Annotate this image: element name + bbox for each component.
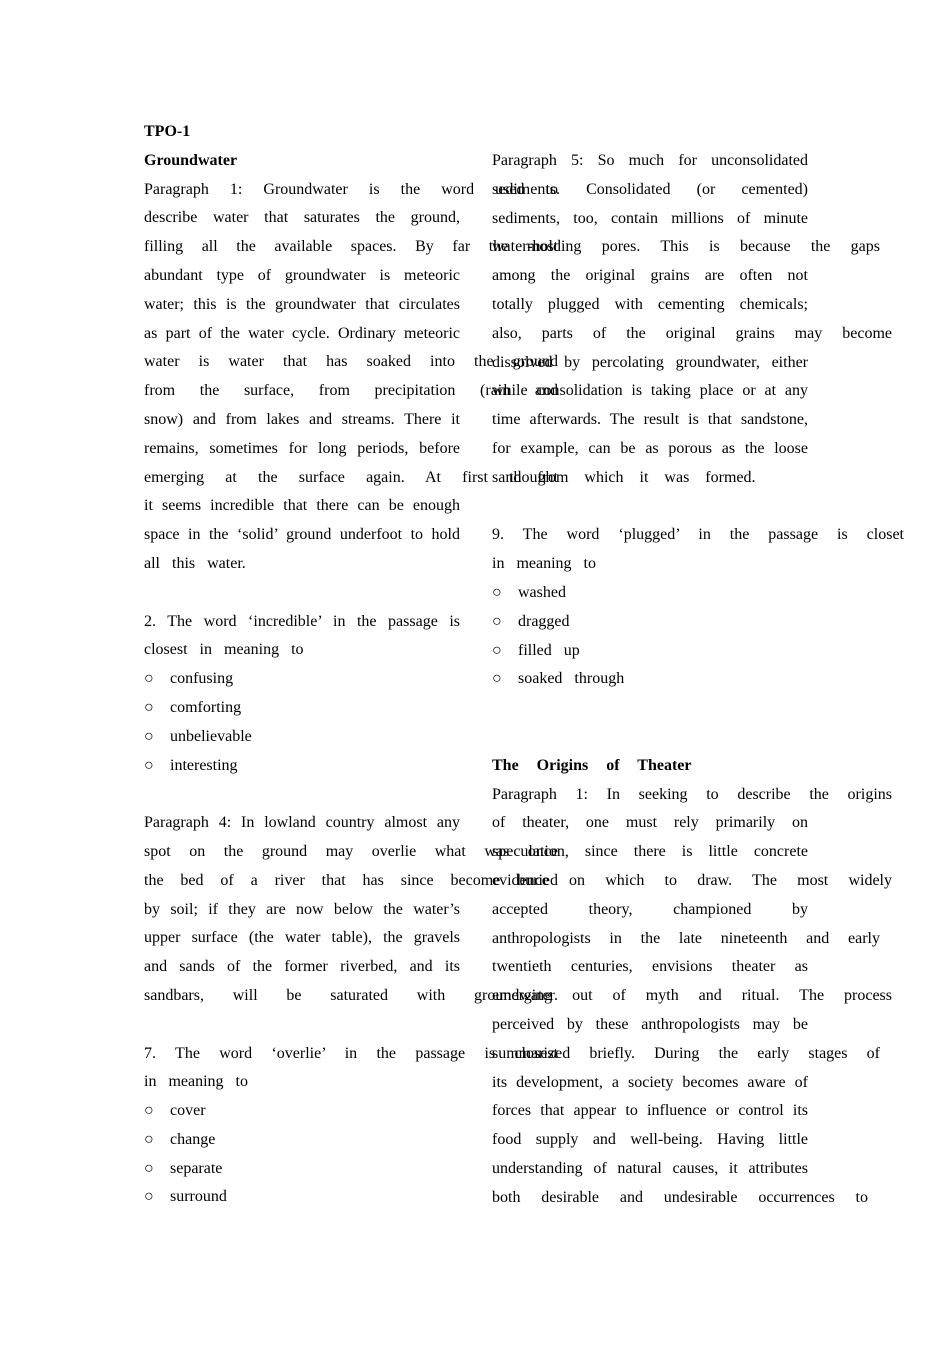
paragraph-line: sediments. Consolidated (or cemented) [492, 180, 808, 198]
paragraph-line: anthropologists in the late nineteenth and early [492, 929, 880, 947]
paragraph-line: describe water that saturates the ground, [144, 209, 460, 227]
paragraph-line: among the original grains are often not [492, 267, 808, 285]
radio-circle-icon[interactable]: ○ [144, 756, 154, 774]
option-label: confusing [170, 670, 234, 688]
answer-option[interactable] [492, 608, 808, 637]
paragraph-line: speculation, since there is little concrete [492, 843, 808, 861]
paragraph-line: from the surface, from precipitation (rain and [144, 382, 558, 400]
radio-circle-icon[interactable]: ○ [144, 727, 154, 745]
option-label: interesting [170, 756, 238, 774]
question-9 [492, 521, 904, 694]
option-label: filled up [518, 641, 580, 659]
question-stem-line: 7. The word ‘overlie’ in the passage is closest [144, 1044, 558, 1062]
answer-option[interactable] [144, 665, 460, 694]
option-label: surround [170, 1188, 227, 1206]
answer-option[interactable] [144, 1155, 460, 1184]
paragraph-line: spot on the ground may overlie what was once [144, 842, 558, 860]
paragraph-line: filling all the available spaces. By far the most [144, 238, 558, 256]
paragraph-line: understanding of natural causes, it attributes [492, 1159, 808, 1177]
paragraph-line: water-holding pores. This is because the gaps [492, 238, 880, 256]
answer-option[interactable] [144, 1097, 460, 1126]
question-stem-line: in meaning to [492, 555, 596, 573]
paragraph-line: the bed of a river that has since become buried [144, 871, 558, 889]
paragraph-line: upper surface (the water table), the gravels [144, 929, 460, 947]
radio-circle-icon[interactable]: ○ [144, 1102, 154, 1120]
paragraph-line: abundant type of groundwater is meteoric [144, 266, 460, 284]
option-label: cover [170, 1102, 206, 1120]
question-stem-line: 2. The word ‘incredible’ in the passage is [144, 612, 460, 630]
doc-title: TPO-1 [144, 123, 191, 140]
question-stem-line: 9. The word ‘plugged’ in the passage is closet [492, 526, 904, 544]
paragraph-line: Paragraph 5: So much for unconsolidated [492, 152, 808, 169]
paragraph-line: dissolved by percolating groundwater, either [492, 353, 808, 371]
section-title-groundwater: Groundwater [144, 151, 238, 169]
question-7 [144, 1040, 558, 1213]
paragraph-line: emerging at the surface again. At first thought [144, 468, 558, 486]
answer-option[interactable] [144, 1126, 460, 1155]
paragraph-4 [144, 809, 558, 1011]
question-stem-line: closest in meaning to [144, 641, 304, 659]
paragraph-line: sand from which it was formed. [492, 468, 756, 486]
option-label: separate [170, 1159, 223, 1177]
paragraph-line: as part of the water cycle. Ordinary meteoric [144, 324, 460, 342]
paragraph-line: twentieth centuries, envisions theater as [492, 958, 808, 976]
paragraph-5 [492, 147, 892, 493]
question-stem-line: in meaning to [144, 1073, 248, 1091]
paragraph-theater-1 [492, 781, 892, 1213]
right-column [492, 147, 904, 1212]
radio-circle-icon[interactable]: ○ [492, 612, 502, 630]
answer-option[interactable] [144, 752, 460, 781]
answer-option[interactable] [144, 723, 460, 752]
paragraph-line: accepted theory, championed by [492, 900, 808, 918]
paragraph-line: food supply and well-being. Having little [492, 1131, 808, 1149]
paragraph-line: snow) and from lakes and streams. There it [144, 410, 460, 428]
answer-option[interactable] [144, 1183, 460, 1212]
answer-option[interactable] [492, 637, 808, 666]
option-label: dragged [518, 612, 570, 630]
paragraph-line: all this water. [144, 554, 246, 572]
paragraph-line: evidence on which to draw. The most widely [492, 871, 892, 889]
option-label: comforting [170, 698, 242, 716]
radio-circle-icon[interactable]: ○ [492, 670, 502, 688]
paragraph-line: water; this is the groundwater that circulates [144, 295, 460, 313]
radio-circle-icon[interactable]: ○ [144, 1130, 154, 1148]
paragraph-line: space in the ‘solid’ ground underfoot to hold [144, 526, 460, 544]
paragraph-line: while consolidation is taking place or at any [492, 382, 808, 400]
section-title-theater: The Origins of Theater [492, 756, 692, 774]
option-label: change [170, 1130, 216, 1148]
answer-option[interactable] [492, 665, 808, 694]
paragraph-line: forces that appear to influence or control its [492, 1102, 808, 1120]
paragraph-line: both desirable and undesirable occurrences to [492, 1188, 868, 1206]
paragraph-line: time afterwards. The result is that sandstone, [492, 411, 808, 429]
option-label: soaked through [518, 670, 625, 688]
option-label: unbelievable [170, 727, 252, 745]
question-2 [144, 608, 460, 781]
paragraph-line: perceived by these anthropologists may be [492, 1015, 808, 1033]
paragraph-line: by soil; if they are now below the water’s [144, 900, 460, 918]
paragraph-line: of theater, one must rely primarily on [492, 814, 808, 832]
paragraph-line: for example, can be as porous as the loose [492, 439, 808, 457]
radio-circle-icon[interactable]: ○ [492, 583, 502, 601]
radio-circle-icon[interactable]: ○ [144, 1188, 154, 1206]
paragraph-line: Paragraph 4: In lowland country almost any [144, 814, 460, 832]
paragraph-line: its development, a society becomes aware of [492, 1073, 808, 1091]
paragraph-line: Paragraph 1: Groundwater is the word used to [144, 180, 558, 198]
paragraph-line: totally plugged with cementing chemicals; [492, 295, 808, 313]
paragraph-line: sandbars, will be saturated with groundwater. [144, 986, 558, 1004]
paragraph-line: emerging out of myth and ritual. The process [492, 987, 892, 1005]
paragraph-line: and sands of the former riverbed, and its [144, 958, 460, 976]
paragraph-line: it seems incredible that there can be enough [144, 497, 460, 515]
paragraph-line: also, parts of the original grains may become [492, 324, 892, 342]
answer-option[interactable] [144, 694, 460, 723]
radio-circle-icon[interactable]: ○ [492, 641, 502, 659]
paragraph-line: Paragraph 1: In seeking to describe the origins [492, 785, 892, 803]
paragraph-line: summarized briefly. During the early stages of [492, 1044, 880, 1062]
radio-circle-icon[interactable]: ○ [144, 698, 154, 716]
option-label: washed [518, 583, 566, 601]
paragraph-line: water is water that has soaked into the ground [144, 353, 558, 371]
paragraph-line: remains, sometimes for long periods, before [144, 439, 460, 457]
answer-option[interactable] [492, 579, 808, 608]
radio-circle-icon[interactable]: ○ [144, 1159, 154, 1177]
paragraph-line: sediments, too, contain millions of minute [492, 209, 808, 227]
radio-circle-icon[interactable]: ○ [144, 670, 154, 688]
